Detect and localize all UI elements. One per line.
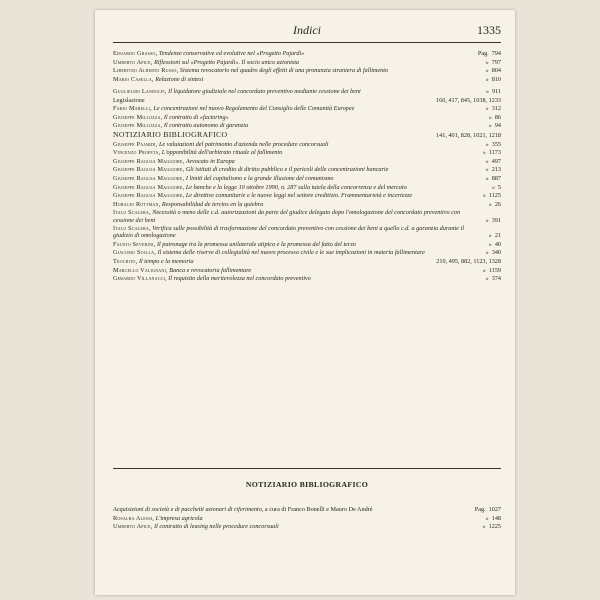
entry-pages [486, 166, 501, 173]
entry-author: Giuseppe Ragusa Maggiore, [113, 157, 185, 165]
entry-text [113, 67, 486, 74]
entry-title: Necessità o meno delle c.d. autorizzazioni da parte del giudice delegato dopo l'omologazione del concordato preventivo con cessione dei beni [113, 209, 461, 224]
page-label: » [491, 183, 495, 191]
entry-pages [486, 515, 501, 522]
entry-text [113, 241, 489, 248]
entry-pages [489, 241, 501, 248]
entry-title: Avvocato in Europa [185, 157, 235, 165]
page-number: 497 [491, 157, 501, 165]
entry-pages [486, 88, 501, 95]
page-label: » [485, 157, 489, 165]
entry-title: Relazione di sintesi [155, 75, 204, 83]
page-number: 391 [491, 216, 501, 224]
page-label: » [488, 232, 492, 240]
index-entry [113, 175, 501, 182]
index-entry [113, 249, 501, 256]
index-entry [113, 201, 501, 208]
page-number: 94 [494, 122, 501, 130]
entry-text [113, 258, 436, 265]
page-number: 355 [491, 140, 501, 148]
entry-text [113, 105, 486, 112]
entry-author: Giacomo Stalla, [113, 249, 157, 257]
page-label: » [485, 174, 489, 182]
index-entry [113, 158, 501, 165]
entry-title: Il sistema delle riserve di collegialità nel nuovo processo civile e le sue implicazioni in materia fallimentare [157, 249, 425, 257]
entry-pages [436, 258, 501, 265]
entry-author: Marcello Valignani, [113, 266, 168, 274]
bibliography-list [113, 506, 501, 530]
entry-title: Il requisito della meritevolezza nel concordato preventivo [168, 275, 311, 283]
entry-title: L'impresa agricola [155, 514, 203, 522]
page-label: » [488, 200, 492, 208]
entry-author: Teocrito, [113, 258, 138, 266]
index-entry [113, 166, 501, 173]
entry-title: Le direttive comunitarie e le nuove leggi nel settore creditizio. Frammentarietà e incertezze [185, 192, 413, 200]
bibliography-entry [113, 523, 501, 530]
entry-author: Giuseppe Ragusa Maggiore, [113, 192, 185, 200]
index-entry [113, 225, 501, 239]
entry-author: Italo Scalera, [113, 225, 151, 233]
page-number: 794 [491, 50, 501, 57]
entry-text [113, 166, 486, 173]
header-page-number: 1335 [477, 23, 501, 37]
page-number: 1125 [488, 192, 501, 200]
page-label: » [485, 75, 489, 83]
page-label: » [485, 105, 489, 113]
page-label: » [485, 249, 489, 257]
entry-title: Tendenze conservative ed evolutive nel «Progetto Pajardi» [158, 50, 305, 57]
entry-pages [489, 201, 501, 208]
entry-text [113, 184, 492, 191]
page-number: 86 [494, 113, 501, 121]
entry-editors: a cura di Franco Bonelli e Mauro De André [264, 506, 373, 513]
page-number: 340 [491, 249, 501, 257]
page-header [113, 18, 501, 43]
entry-author: Edoardo Grasso, [113, 50, 158, 57]
entry-title: NOTIZIARIO BIBLIOGRAFICO [113, 129, 228, 139]
page-number: 5 [497, 183, 501, 191]
entry-pages [486, 175, 501, 182]
section-title: NOTIZIARIO BIBLIOGRAFICO [113, 468, 501, 489]
entry-author: Umberto Apice, [113, 523, 153, 531]
page-number: 213 [491, 166, 501, 174]
entry-text [113, 88, 486, 95]
entry-title: Il contratto autonomo di garanzia [163, 122, 249, 130]
index-entry [113, 149, 501, 156]
entry-title: Verifica sulle possibilità di trasformazione del concordato preventivo con cessione dei beni a quello c.d. a garanzia durante il giudizio di omologazione [113, 225, 464, 240]
entry-text [113, 192, 483, 199]
entry-text [113, 141, 486, 148]
page-label: » [485, 87, 489, 95]
entry-author: Giuseppe Millozza, [113, 113, 163, 121]
entry-text [113, 122, 489, 129]
index-entry [113, 59, 501, 66]
entry-author: Guglielmo Landolfi, [113, 87, 167, 95]
entry-title: Il contratto di leasing nelle procedure concorsuali [154, 523, 279, 531]
entry-author: Fabio Marelli, [113, 105, 152, 113]
page-label: » [488, 122, 492, 130]
entry-pages [486, 105, 501, 112]
entry-title: Responsabilidad de tercios en la quiebra [161, 200, 264, 208]
entry-author: Giuseppe Ragusa Maggiore, [113, 183, 185, 191]
entry-pages [483, 149, 501, 156]
entry-author: Libertino Alberto Russo, [113, 67, 179, 75]
page-label: » [485, 67, 489, 75]
entry-text [113, 249, 486, 256]
page-number: 148 [491, 514, 501, 522]
page-number: 1173 [488, 149, 501, 157]
page-number: 810 [491, 75, 501, 83]
index-entry [113, 275, 501, 282]
index-entry [113, 192, 501, 199]
entry-pages [478, 50, 501, 57]
page-label: » [485, 140, 489, 148]
entry-pages [483, 267, 501, 274]
index-entry [113, 105, 501, 112]
page-number: 26 [494, 200, 501, 208]
entry-text [113, 506, 475, 513]
page-label: » [485, 275, 489, 283]
index-entry [113, 67, 501, 74]
entry-author: Rosalba Alessi, [113, 514, 155, 522]
entry-text [113, 225, 489, 239]
entry-text [113, 131, 436, 139]
entry-text [113, 158, 486, 165]
entry-pages [483, 192, 501, 199]
entry-pages [486, 217, 501, 224]
page-number: 40 [494, 240, 501, 248]
entry-pages [436, 97, 501, 104]
entry-pages [475, 506, 501, 513]
entry-title: Le banche e la legge 10 ottobre 1990, n. 287 sulla tutela della concorrenza e del mercato [185, 183, 407, 191]
index-entry [113, 88, 501, 95]
entry-pages [486, 249, 501, 256]
entry-author: Fausto Severini, [113, 240, 156, 248]
entry-author: Giuseppe Ragusa Maggiore, [113, 174, 185, 182]
entry-author: Gerardo Villanacci, [113, 275, 167, 283]
page-label: » [482, 523, 486, 531]
document-page [95, 10, 515, 595]
entry-title: Il patronage tra la promessa unilaterale atipica e la promessa del fatto del terzo [156, 240, 356, 248]
entry-title: Il liquidatore giudiziale nel concordato preventivo mediante cessione dei beni [168, 87, 361, 95]
index-entry [113, 241, 501, 248]
entry-title: Le concentrazioni nel nuovo Regolamento del Consiglio delle Comunità Europee [153, 105, 355, 113]
entry-pages [436, 132, 501, 139]
entry-pages [486, 76, 501, 83]
page-label: » [482, 149, 486, 157]
page-label: » [485, 58, 489, 66]
entry-text [113, 50, 478, 57]
index-entry [113, 76, 501, 83]
page-label: » [485, 216, 489, 224]
entry-text [113, 523, 483, 530]
page-number: 21 [494, 232, 501, 240]
entry-pages [486, 59, 501, 66]
index-entry [113, 184, 501, 191]
entry-text [113, 515, 486, 522]
page-label: » [482, 192, 486, 200]
entry-pages [492, 184, 501, 191]
page-number: 804 [491, 67, 501, 75]
page-number: 374 [491, 275, 501, 283]
page-number: 887 [491, 174, 501, 182]
entry-pages [486, 67, 501, 74]
entry-author: Mario Casella, [113, 75, 154, 83]
page-label: » [485, 166, 489, 174]
header-title: Indici [293, 23, 321, 37]
bibliography-entry [113, 506, 501, 513]
index-entry [113, 141, 501, 148]
entry-title: Gli istituti di credito di diritto pubblico e il pericoli delle concentrazioni bancarie [185, 166, 389, 174]
entry-text [113, 209, 486, 223]
page-number: 911 [491, 87, 501, 95]
entry-title: Acquisizioni di società e di pacchetti azionari di riferimento, [113, 506, 264, 513]
page-number: 1225 [488, 523, 501, 531]
entry-text [113, 59, 486, 66]
entry-title: Le valutazioni del patrimonio d'azienda nelle procedure concorsuali [158, 140, 329, 148]
entry-text [113, 97, 436, 104]
entry-pages [489, 122, 501, 129]
page-number: 141, 401, 828, 1021, 1218 [436, 131, 501, 139]
page-number: 160, 417, 845, 1038, 1233 [436, 96, 501, 104]
entry-title: Banca e revocatoria fallimentare [169, 266, 252, 274]
index-list [113, 50, 501, 282]
entry-title: L'opponibilità dell'arbitrato rituale al fallimento [161, 149, 283, 157]
entry-pages [486, 158, 501, 165]
index-entry [113, 50, 501, 57]
entry-text [113, 175, 486, 182]
page-label: » [488, 240, 492, 248]
entry-author: Giuseppe Millozza, [113, 122, 163, 130]
entry-pages [486, 275, 501, 282]
page-label: » [482, 266, 486, 274]
entry-author: Giuseppe Ragusa Maggiore, [113, 166, 185, 174]
index-entry [113, 122, 501, 129]
entry-text [113, 201, 489, 208]
page-label: Pag. [474, 506, 486, 513]
index-entry [113, 97, 501, 104]
entry-author: Giuseppe Pajardi, [113, 140, 158, 148]
index-entry [113, 209, 501, 223]
page-number: 210, 495, 882, 1123, 1328 [436, 258, 501, 266]
entry-author: Horacio Rottman, [113, 200, 161, 208]
entry-pages [486, 141, 501, 148]
index-entry [113, 267, 501, 274]
index-entry [113, 114, 501, 121]
page-number: 312 [491, 105, 501, 113]
page-label: » [485, 514, 489, 522]
entry-text [113, 114, 489, 121]
entry-author: Umberto Apice, [113, 58, 153, 66]
page-number: 1027 [488, 506, 501, 513]
page-label: Pag. [477, 50, 489, 57]
entry-title: Riflessioni sul «Progetto Pajardi». Il socio unico azionista [154, 58, 300, 66]
entry-pages [483, 523, 501, 530]
entry-pages [489, 232, 501, 239]
page-label: » [488, 113, 492, 121]
entry-title: Legislazione [113, 96, 145, 104]
entry-text [113, 149, 483, 156]
page-number: 1159 [488, 266, 501, 274]
bibliography-entry [113, 515, 501, 522]
index-entry [113, 258, 501, 265]
entry-pages [489, 114, 501, 121]
entry-text [113, 275, 486, 282]
entry-text [113, 76, 486, 83]
page-number: 797 [491, 58, 501, 66]
entry-title: Il tempo e la memoria [138, 258, 194, 266]
entry-author: Vincenzo Profeta, [113, 149, 161, 157]
entry-text [113, 267, 483, 274]
entry-title: Il contratto di «factoring» [163, 113, 229, 121]
index-entry [113, 131, 501, 139]
entry-title: I limiti del capitalismo e la grande illusione del comunismo [185, 174, 334, 182]
entry-title: Sistema revocatorio nel quadro degli effetti di una pronunzia straniera di fallimento [179, 67, 389, 75]
entry-author: Italo Scalera, [113, 209, 151, 217]
